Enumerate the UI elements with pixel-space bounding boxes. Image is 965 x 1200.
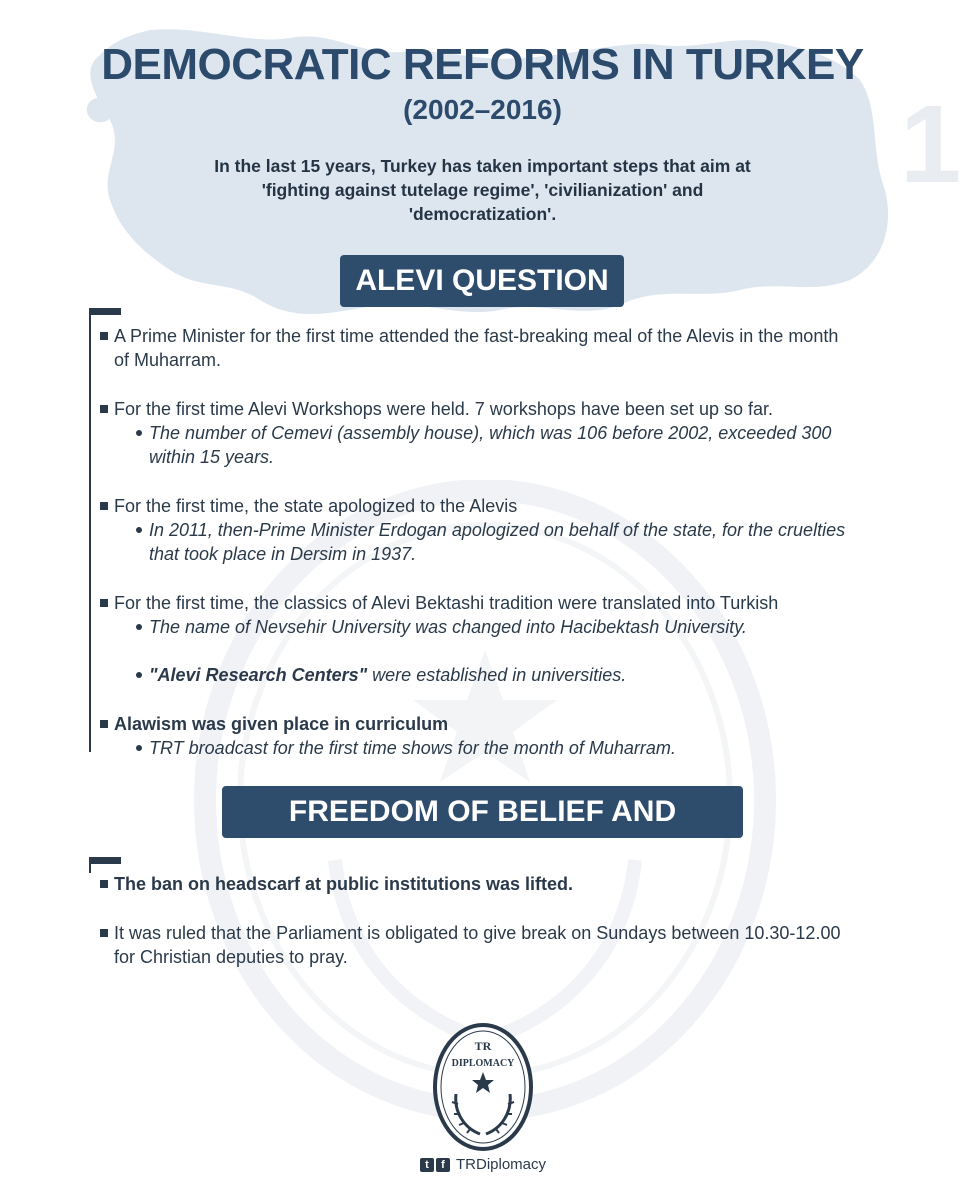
list-item <box>98 872 858 896</box>
alevi-question-list <box>98 324 858 785</box>
dot-bullet-icon <box>136 745 142 751</box>
sub-item-emphasis: "Alevi Research Centers" <box>149 665 368 685</box>
list-item <box>98 712 858 760</box>
square-bullet-icon <box>100 502 108 510</box>
section-heading-alevi-question: ALEVI QUESTION <box>340 255 624 307</box>
square-bullet-icon <box>100 720 108 728</box>
logo-arc-text: DIPLOMACY <box>451 1058 515 1069</box>
dot-bullet-icon <box>136 527 142 533</box>
logo-top-text: TR <box>474 1039 492 1053</box>
list-item <box>98 324 858 372</box>
tr-diplomacy-logo <box>432 1022 534 1152</box>
social-footer <box>420 1156 546 1173</box>
square-bullet-icon <box>100 405 108 413</box>
dot-bullet-icon <box>136 624 142 630</box>
square-bullet-icon <box>100 929 108 937</box>
section-rule <box>89 857 91 873</box>
square-bullet-icon <box>100 880 108 888</box>
page-number: 1 <box>900 83 962 206</box>
item-text: For the first time Alevi Workshops were held. 7 workshops have been set up so far. <box>114 399 773 419</box>
section-rule <box>89 308 91 752</box>
item-text: The ban on headscarf at public institutions was lifted. <box>114 874 574 894</box>
facebook-icon[interactable]: f <box>436 1158 450 1172</box>
dot-bullet-icon <box>136 672 142 678</box>
page-title: DEMOCRATIC REFORMS IN TURKEY <box>101 40 864 89</box>
item-text: For the first time, the state apologized to the Alevis <box>114 496 518 516</box>
section-heading-freedom-of-belief: FREEDOM OF BELIEF AND WORSHIP <box>222 786 743 838</box>
square-bullet-icon <box>100 332 108 340</box>
dot-bullet-icon <box>136 430 142 436</box>
sub-item-text: The number of Cemevi (assembly house), which was 106 before 2002, exceeded 300 within 15 years. <box>149 423 832 467</box>
list-item <box>98 397 858 469</box>
social-handle[interactable]: TRDiplomacy <box>456 1156 547 1173</box>
square-bullet-icon <box>100 599 108 607</box>
page-subtitle: (2002–2016) <box>403 94 562 125</box>
item-text: For the first time, the classics of Alevi Bektashi tradition were translated into Turkish <box>114 593 779 613</box>
list-item <box>98 921 858 969</box>
item-text: It was ruled that the Parliament is obligated to give break on Sundays between 10.30-12.00 for Christian deputies to pray. <box>114 923 841 967</box>
sub-item-text: TRT broadcast for the first time shows for the month of Muharram. <box>149 738 676 758</box>
sub-item-text: The name of Nevsehir University was changed into Hacibektash University. <box>149 617 747 637</box>
intro-paragraph: In the last 15 years, Turkey has taken important steps that aim at 'fighting against tutelage regime', 'civilianization' and 'democratization'. <box>214 156 751 224</box>
sub-item-text: were established in universities. <box>367 665 627 685</box>
sub-item-text: In 2011, then-Prime Minister Erdogan apologized on behalf of the state, for the cruelties that took place in Dersim in 1937. <box>149 520 846 564</box>
sub-item <box>98 736 858 760</box>
sub-item <box>98 518 858 566</box>
sub-item <box>98 615 858 639</box>
sub-item <box>98 421 858 469</box>
list-item <box>98 494 858 566</box>
twitter-icon[interactable]: t <box>420 1158 434 1172</box>
freedom-of-belief-list <box>98 872 858 994</box>
item-text: A Prime Minister for the first time attended the fast-breaking meal of the Alevis in the month of Muharram. <box>114 326 839 370</box>
item-text: Alawism was given place in curriculum <box>114 714 449 734</box>
list-item <box>98 591 858 687</box>
sub-item <box>98 663 858 687</box>
